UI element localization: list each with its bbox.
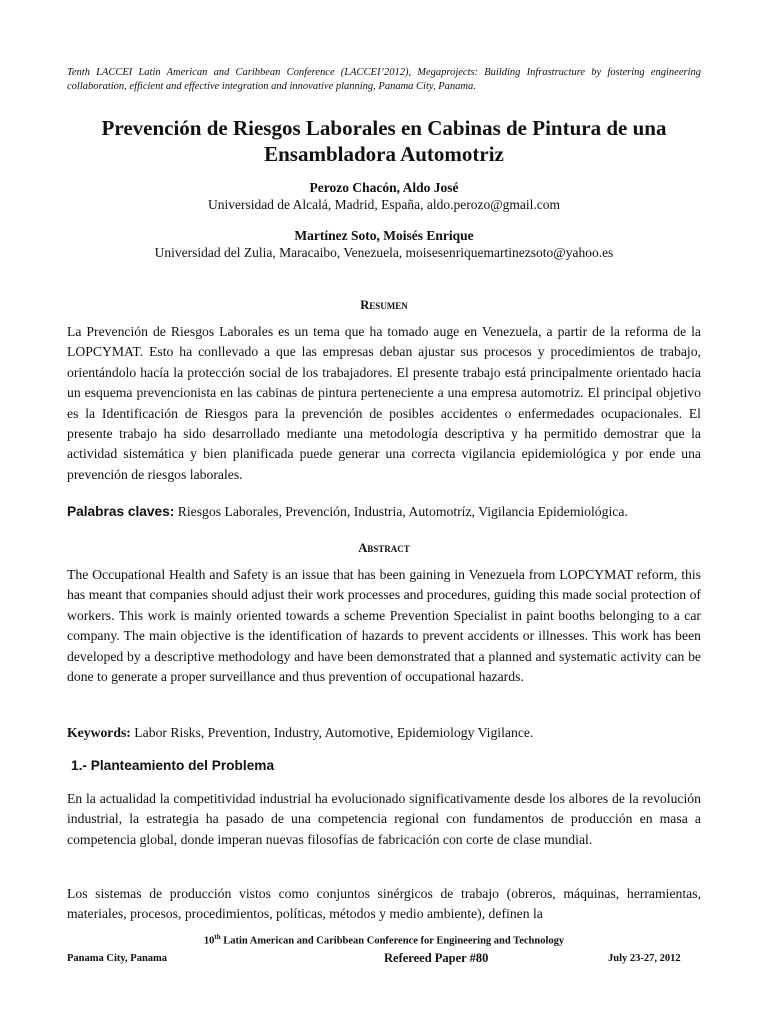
author-affiliation-2: Universidad del Zulia, Maracaibo, Venezuela, moisesenriquemartinezsoto@yahoo.es bbox=[154, 245, 614, 260]
resumen-heading: Resumen bbox=[360, 298, 408, 312]
conference-header-note: Tenth LACCEI Latin American and Caribbean Conference (LACCEI’2012), Megaprojects: Building Infrastructure by fostering engineering collaboration, efficient and effective integration and innovative planning, Panama City, Panama. bbox=[67, 67, 701, 92]
author-affiliation-1: Universidad de Alcalá, Madrid, España, aldo.perozo@gmail.com bbox=[207, 197, 561, 212]
author-name-2: Martínez Soto, Moisés Enrique bbox=[294, 228, 474, 243]
abstract-keywords-label: Keywords: bbox=[67, 725, 131, 740]
abstract-body: The Occupational Health and Safety is an issue that has been gaining in Venezuela from LOPCYMAT reform, this has meant that companies should adjust their work processes and procedures, guiding this made social protection of workers. This work is mainly oriented towards a scheme Prevention Specialist in paint booths belonging to a car company. The main objective is the identification of hazards to prevent accidents or illnesses. This work has been developed by a descriptive methodology and have been demonstrated that a planned and systematic activity can be done to generate a proper surveillance and thus prevention of occupational hazards. bbox=[67, 567, 701, 685]
abstract-keywords-text: Labor Risks, Prevention, Industry, Automotive, Epidemiology Vigilance. bbox=[130, 725, 534, 740]
paper-title bbox=[60, 115, 708, 167]
section-1-paragraph-2: Los sistemas de producción vistos como conjuntos sinérgicos de trabajo (obreros, máquinas, herramientas, materiales, procesos, procedimientos, políticas, métodos y medio ambiente), definen la bbox=[67, 886, 701, 922]
resumen-keywords bbox=[67, 502, 701, 522]
resumen-body: La Prevención de Riesgos Laborales es un tema que ha tomado auge en Venezuela, a partir de la reforma de la LOPCYMAT. Esto ha conllevado a que las empresas deban ajustar sus procesos y procedimientos de trabajo, orientándolo hacía la protección social de los trabajadores. El presente trabajo está principalmente orientado hacia un esquema prevencionista en las cabinas de pintura perteneciente a una empresa automotriz. El principal objetivo es la Identificación de Riesgos para la prevención de posibles accidentes o enfermedades ocupacionales. El presente trabajo ha sido desarrollado mediante una metodología descriptiva y ha permitido demostrar que la actividad sistemática y bien planificada puede generar una correcta vigilancia epidemiológica y por ende una prevención de riesgos laborales. bbox=[67, 324, 701, 482]
section-1-heading: 1.- Planteamiento del Problema bbox=[71, 758, 275, 773]
footer-conf-ordinal: th bbox=[214, 933, 221, 941]
title-line-2: Ensambladora Automotriz bbox=[264, 142, 504, 166]
footer-dates: July 23-27, 2012 bbox=[608, 953, 681, 964]
title-line-1: Prevención de Riesgos Laborales en Cabinas de Pintura de una bbox=[101, 116, 667, 140]
footer-paper-number: Refereed Paper #80 bbox=[384, 951, 489, 965]
section-1-paragraph-1: En la actualidad la competitividad industrial ha evolucionado significativamente desde los albores de la revolución industrial, la estrategia ha pasado de una competencia regional con fundamentos de producción en masa a competencia global, donde imperan nuevas filosofías de fabricación con corte de clase mundial. bbox=[67, 791, 701, 847]
footer-conf-name: Latin American and Caribbean Conference for Engineering and Technology bbox=[220, 935, 565, 947]
resumen-keywords-label: Palabras claves: bbox=[67, 504, 175, 519]
resumen-keywords-text: Riesgos Laborales, Prevención, Industria, Automotríz, Vigilancia Epidemiológica. bbox=[174, 504, 628, 519]
footer-conference bbox=[60, 933, 708, 947]
footer-conf-number: 10 bbox=[203, 935, 215, 947]
footer-location: Panama City, Panama bbox=[67, 953, 168, 964]
abstract-heading: Abstract bbox=[358, 541, 410, 555]
abstract-keywords bbox=[67, 723, 701, 743]
author-name-1: Perozo Chacón, Aldo José bbox=[309, 180, 459, 195]
